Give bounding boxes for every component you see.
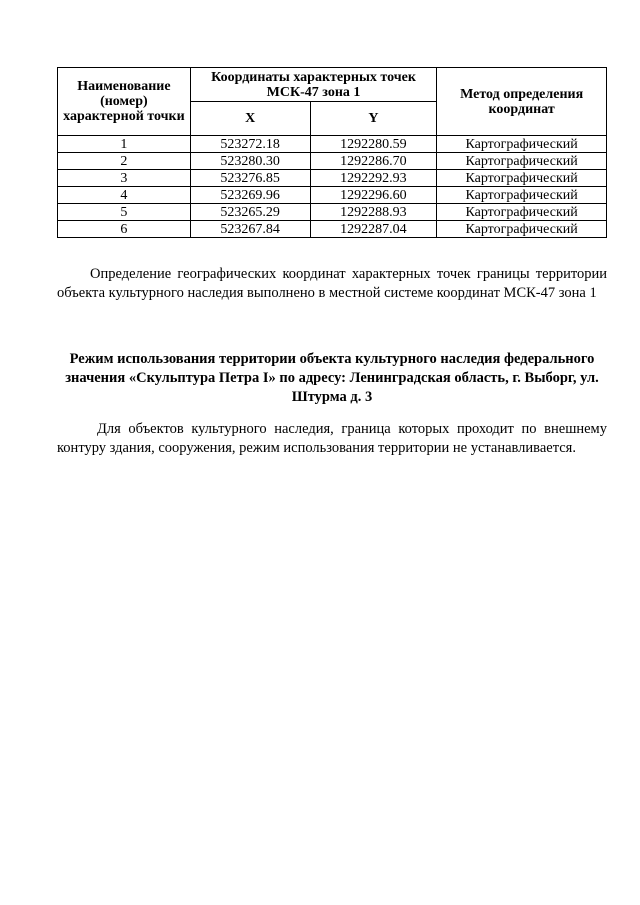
table-header-row xyxy=(58,68,607,102)
coordinate-system-note: Определение географических координат характерных точек границы территории объекта культурного наследия выполнено в местной системе координат МСК-47 зона 1 xyxy=(57,266,607,301)
header-coordinates: Координаты характерных точек МСК-47 зона 1 xyxy=(190,68,436,102)
table-row xyxy=(58,153,607,170)
method-cell: Картографический xyxy=(437,136,607,153)
point-number-cell: 5 xyxy=(58,204,191,221)
table-row xyxy=(58,221,607,238)
section-heading: Режим использования территории объекта культурного наследия федерального значения «Скульптура Петра I» по адресу: Ленинградская область, г. Выборг, ул. Штурма д. 3 xyxy=(65,351,599,405)
method-cell: Картографический xyxy=(437,221,607,238)
y-coordinate-cell: 1292296.60 xyxy=(310,187,437,204)
coordinates-table xyxy=(57,67,607,238)
x-coordinate-cell: 523280.30 xyxy=(190,153,310,170)
y-coordinate-cell: 1292280.59 xyxy=(310,136,437,153)
method-cell: Картографический xyxy=(437,170,607,187)
x-coordinate-cell: 523276.85 xyxy=(190,170,310,187)
table-row xyxy=(58,204,607,221)
y-coordinate-cell: 1292288.93 xyxy=(310,204,437,221)
y-coordinate-cell: 1292286.70 xyxy=(310,153,437,170)
point-number-cell: 4 xyxy=(58,187,191,204)
header-point-name: Наименование (номер) характерной точки xyxy=(58,68,191,136)
x-coordinate-cell: 523269.96 xyxy=(190,187,310,204)
point-number-cell: 3 xyxy=(58,170,191,187)
y-coordinate-cell: 1292292.93 xyxy=(310,170,437,187)
table-row xyxy=(58,136,607,153)
x-coordinate-cell: 523265.29 xyxy=(190,204,310,221)
method-cell: Картографический xyxy=(437,153,607,170)
point-number-cell: 2 xyxy=(58,153,191,170)
header-x: X xyxy=(190,102,310,136)
x-coordinate-cell: 523272.18 xyxy=(190,136,310,153)
header-method: Метод определения координат xyxy=(437,68,607,136)
y-coordinate-cell: 1292287.04 xyxy=(310,221,437,238)
table-body xyxy=(58,136,607,238)
header-y: Y xyxy=(310,102,437,136)
method-cell: Картографический xyxy=(437,187,607,204)
point-number-cell: 1 xyxy=(58,136,191,153)
table-row xyxy=(58,170,607,187)
x-coordinate-cell: 523267.84 xyxy=(190,221,310,238)
usage-regime-paragraph: Для объектов культурного наследия, граница которых проходит по внешнему контуру здания, сооружения, режим использования территории не устанавливается. xyxy=(57,421,607,456)
method-cell: Картографический xyxy=(437,204,607,221)
table-row xyxy=(58,187,607,204)
point-number-cell: 6 xyxy=(58,221,191,238)
